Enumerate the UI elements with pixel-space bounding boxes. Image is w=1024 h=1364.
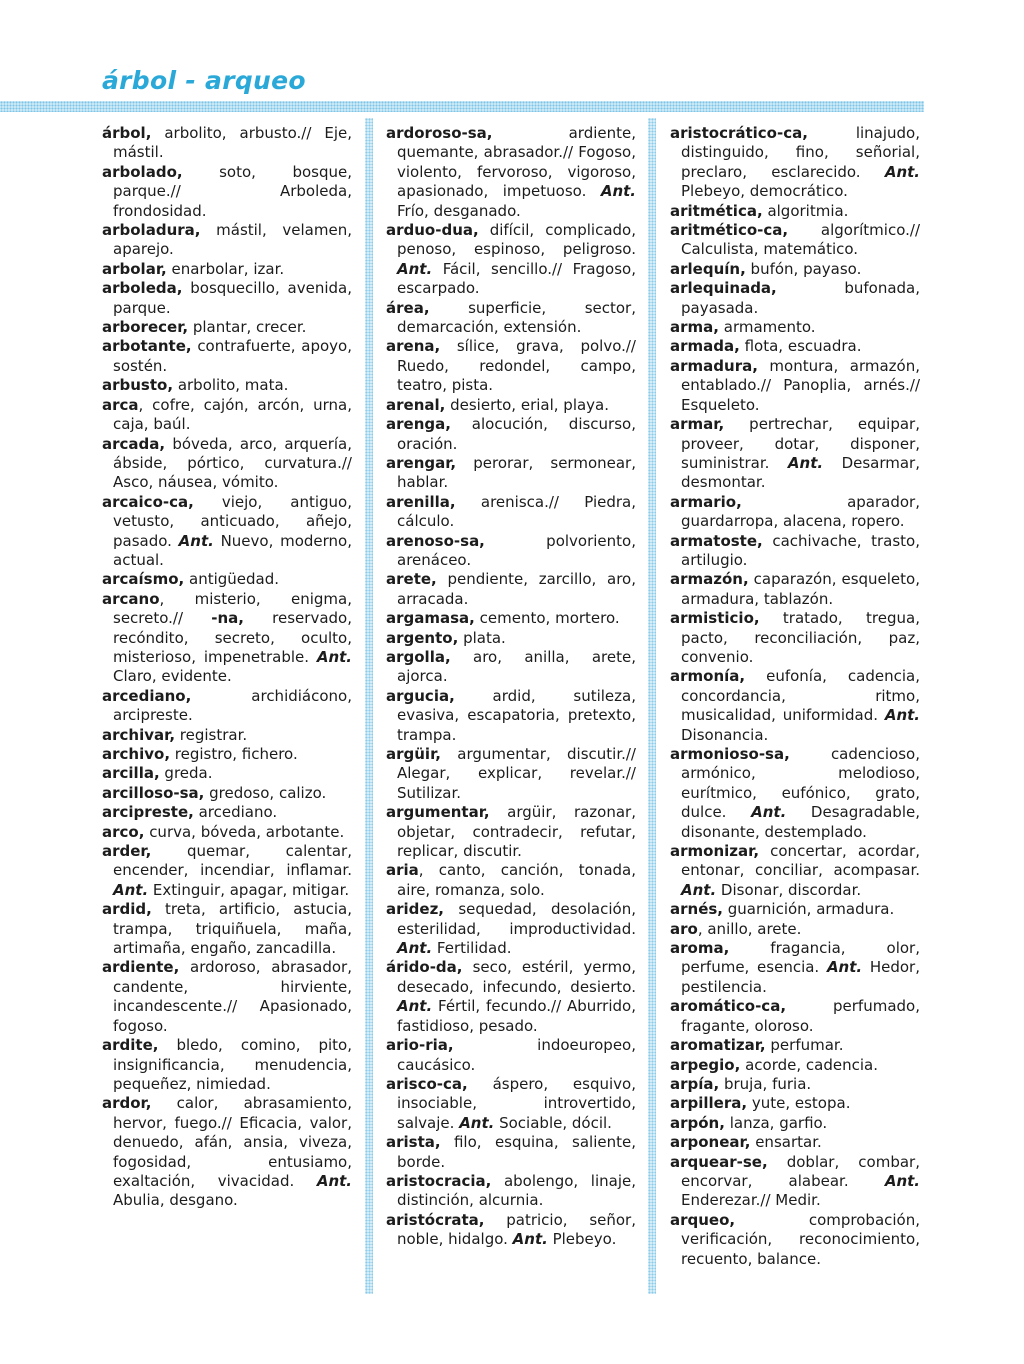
headword: armario, bbox=[670, 492, 742, 511]
definition-text: bledo, comino, pito, insignificancia, menudencia, pequeñez, nimiedad. bbox=[113, 1036, 352, 1093]
definition-text: tratado, tregua, pacto, reconciliación, paz, convenio. bbox=[681, 609, 920, 666]
dictionary-entry bbox=[102, 726, 352, 745]
headword: ardor, bbox=[102, 1094, 152, 1113]
headword: arponear, bbox=[670, 1133, 751, 1152]
headword: armada, bbox=[670, 337, 740, 356]
dictionary-entry bbox=[670, 357, 920, 415]
dictionary-entry bbox=[102, 124, 352, 163]
page-title: árbol - arqueo bbox=[102, 66, 306, 95]
definition-text: ensartar. bbox=[750, 1133, 822, 1152]
definition-text: argumentar, discutir.// Alegar, explicar, revelar.// Sutilizar. bbox=[397, 745, 636, 802]
dictionary-entry bbox=[386, 493, 636, 532]
headword: arenoso-sa, bbox=[386, 531, 485, 550]
definition-text: algoritmia. bbox=[762, 201, 849, 220]
definition-text: fragancia, olor, perfume, esencia. bbox=[681, 939, 920, 977]
dictionary-entry bbox=[386, 415, 636, 454]
definition-text: aparador, guardarropa, alacena, ropero. bbox=[681, 492, 920, 531]
antonym-label: Ant. bbox=[826, 958, 863, 977]
definition-text: montura, armazón, entablado.// Panoplia, arnés.// Esqueleto. bbox=[681, 356, 920, 414]
headword: arpía, bbox=[670, 1074, 720, 1093]
definition-text: áspero, esquivo, insociable, introvertido, salvaje. bbox=[397, 1074, 636, 1132]
definition-text: curva, bóveda, arbotante. bbox=[144, 822, 345, 841]
dictionary-entry bbox=[670, 221, 920, 260]
antonym-label: Ant. bbox=[316, 1171, 352, 1190]
definition-text: calor, abrasamiento, hervor, fuego.// Eficacia, valor, denuedo, afán, ansia, viveza, fogosidad, entusiamo, exaltación, vivacidad. bbox=[113, 1094, 352, 1190]
dictionary-entry bbox=[102, 493, 352, 571]
dictionary-entry bbox=[386, 609, 636, 628]
definition-text: comprobación, verificación, reconocimiento, recuento, balance. bbox=[681, 1210, 920, 1268]
definition-text: Fácil, sencillo.// Fragoso, escarpado. bbox=[397, 259, 636, 298]
dictionary-entry bbox=[670, 337, 920, 356]
definition-text: greda. bbox=[159, 764, 213, 783]
dictionary-entry bbox=[386, 221, 636, 299]
definition-text: perfumar. bbox=[765, 1036, 844, 1055]
dictionary-entry bbox=[386, 1075, 636, 1133]
antonym-label: Ant. bbox=[884, 1171, 920, 1190]
headword: arena, bbox=[386, 337, 441, 356]
definition-text: seco, estéril, yermo, desecado, infecundo, desierto. bbox=[397, 958, 636, 996]
dictionary-entry bbox=[386, 532, 636, 571]
definition-text: mástil, velamen, aparejo. bbox=[113, 221, 352, 259]
definition-text: , misterio, enigma, secreto.// bbox=[113, 589, 352, 628]
dictionary-entry bbox=[670, 570, 920, 609]
definition-text: cadencioso, armónico, melodioso, eurítmico, eufónico, grato, dulce. bbox=[681, 745, 920, 822]
definition-text: caparazón, esqueleto, armadura, tablazón. bbox=[681, 570, 920, 608]
dictionary-entry bbox=[670, 1153, 920, 1211]
antonym-label: Ant. bbox=[397, 259, 433, 278]
definition-text: viejo, antiguo, vetusto, anticuado, añejo, pasado. bbox=[113, 492, 352, 550]
headword: aroma, bbox=[670, 939, 730, 958]
dictionary-entry bbox=[386, 299, 636, 338]
definition-text: arbolito, arbusto.// Eje, mástil. bbox=[113, 124, 352, 162]
dictionary-entry bbox=[386, 454, 636, 493]
definition-text: concertar, acordar, entonar, conciliar, acompasar. bbox=[681, 842, 920, 880]
headword: aristocrático-ca, bbox=[670, 124, 808, 142]
headword: arcaico-ca, bbox=[102, 492, 194, 511]
definition-text: armamento. bbox=[718, 318, 816, 337]
definition-text: sílice, grava, polvo.// Ruedo, redondel, campo, teatro, pista. bbox=[397, 337, 636, 395]
definition-text: , cofre, cajón, arcón, urna, caja, baúl. bbox=[113, 395, 352, 434]
definition-text: ardid, sutileza, evasiva, escapatoria, pretexto, trampa. bbox=[397, 686, 636, 744]
headword: arder, bbox=[102, 842, 152, 861]
antonym-label: Ant. bbox=[316, 647, 352, 666]
headword: argucia, bbox=[386, 686, 455, 705]
definition-text: registro, fichero. bbox=[170, 745, 298, 763]
headword: arca bbox=[102, 395, 139, 414]
dictionary-entry bbox=[386, 900, 636, 958]
definition-text: doblar, combar, encorvar, alabear. bbox=[681, 1152, 920, 1190]
dictionary-entry bbox=[386, 958, 636, 1036]
antonym-label: Ant. bbox=[600, 182, 636, 201]
dictionary-entry bbox=[670, 745, 920, 842]
definition-text: archidiácono, arcipreste. bbox=[113, 686, 352, 725]
headword: aristocracia, bbox=[386, 1171, 492, 1190]
dictionary-entry bbox=[670, 900, 920, 919]
headword: aritmético-ca, bbox=[670, 221, 789, 240]
definition-text: enarbolar, izar. bbox=[166, 259, 285, 278]
antonym-label: Ant. bbox=[884, 162, 920, 181]
definition-text: Frío, desganado. bbox=[397, 201, 521, 220]
dictionary-entry bbox=[670, 1094, 920, 1113]
headword: arpillera, bbox=[670, 1094, 748, 1113]
dictionary-entry bbox=[670, 202, 920, 221]
headword: arma, bbox=[670, 318, 719, 337]
dictionary-entry bbox=[670, 1211, 920, 1269]
headword: ardoroso-sa, bbox=[386, 124, 493, 142]
dictionary-entry bbox=[386, 124, 636, 221]
definition-text: bóveda, arco, arquería, ábside, pórtico, curvatura.// Asco, náusea, vómito. bbox=[113, 434, 352, 492]
definition-text: quemar, calentar, encender, incendiar, inflamar. bbox=[113, 842, 352, 880]
definition-text: Abulia, desgano. bbox=[113, 1191, 238, 1210]
definition-text: contrafuerte, apoyo, sostén. bbox=[113, 337, 352, 375]
headword: arenilla, bbox=[386, 492, 456, 511]
headword: arboladura, bbox=[102, 221, 201, 240]
dictionary-entry bbox=[102, 279, 352, 318]
dictionary-entry bbox=[102, 784, 352, 803]
dictionary-entry bbox=[102, 435, 352, 493]
antonym-label: Ant. bbox=[459, 1113, 495, 1132]
definition-text: polvoriento, arenáceo. bbox=[397, 531, 636, 569]
dictionary-entry bbox=[386, 629, 636, 648]
dictionary-entry bbox=[386, 648, 636, 687]
dictionary-entry bbox=[102, 396, 352, 435]
headword: arete, bbox=[386, 570, 437, 589]
headword: archivar, bbox=[102, 725, 176, 744]
definition-text: guarnición, armadura. bbox=[723, 900, 895, 919]
definition-text: Fertilidad. bbox=[432, 939, 512, 958]
headword: arcediano, bbox=[102, 686, 192, 705]
headword: argolla, bbox=[386, 647, 451, 666]
headword: arlequinada, bbox=[670, 279, 777, 298]
definition-text: patricio, señor, noble, hidalgo. bbox=[397, 1210, 636, 1249]
dictionary-entry bbox=[670, 124, 920, 202]
definition-text: cemento, mortero. bbox=[474, 609, 620, 628]
definition-text: reservado, recóndito, secreto, oculto, misterioso, impenetrable. bbox=[113, 609, 352, 666]
antonym-label: Ant. bbox=[512, 1230, 548, 1249]
definition-text: treta, artificio, astucia, trampa, triquiñuela, maña, artimaña, engaño, zancadilla. bbox=[113, 900, 352, 958]
antonym-label: Ant. bbox=[787, 453, 824, 472]
dictionary-entry bbox=[670, 279, 920, 318]
definition-text: indoeuropeo, caucásico. bbox=[397, 1036, 636, 1074]
definition-text: lanza, garfio. bbox=[724, 1113, 828, 1132]
headword: ario-ria, bbox=[386, 1036, 454, 1055]
definition-text: Claro, evidente. bbox=[113, 667, 232, 686]
dictionary-entry bbox=[102, 376, 352, 395]
headword: -na, bbox=[211, 609, 244, 628]
headword: armatoste, bbox=[670, 531, 763, 550]
definition-text: superficie, sector, demarcación, extensión. bbox=[397, 298, 636, 337]
headword: arcilloso-sa, bbox=[102, 783, 205, 802]
dictionary-entry bbox=[102, 163, 352, 221]
definition-text: , anillo, arete. bbox=[697, 919, 802, 938]
definition-text: Desarmar, desmontar. bbox=[681, 453, 920, 492]
headword: arlequín, bbox=[670, 259, 746, 278]
dictionary-entry bbox=[670, 1114, 920, 1133]
headword: arcaísmo, bbox=[102, 570, 185, 589]
headword: aromático-ca, bbox=[670, 997, 787, 1016]
headword: arbolado, bbox=[102, 162, 183, 181]
dictionary-entry bbox=[386, 1036, 636, 1075]
definition-text: pendiente, zarcillo, aro, arracada. bbox=[397, 570, 636, 608]
definition-text: flota, escuadra. bbox=[739, 337, 862, 356]
column-separator bbox=[648, 118, 656, 1294]
dictionary-entry bbox=[670, 493, 920, 532]
headword: arduo-dua, bbox=[386, 221, 479, 240]
headword: árbol, bbox=[102, 124, 152, 142]
definition-text: registrar. bbox=[175, 725, 248, 744]
antonym-label: Ant. bbox=[751, 803, 787, 822]
headword: área, bbox=[386, 298, 430, 317]
definition-text: pertrechar, equipar, proveer, dotar, disponer, suministrar. bbox=[681, 415, 920, 472]
definition-text: plata. bbox=[458, 628, 506, 647]
definition-text: acorde, cadencia. bbox=[740, 1055, 878, 1074]
dictionary-entry bbox=[386, 570, 636, 609]
definition-text: perfumado, fragante, oloroso. bbox=[681, 997, 920, 1035]
headword: arcipreste, bbox=[102, 803, 194, 822]
definition-text: cachivache, trasto, artilugio. bbox=[681, 531, 920, 569]
dictionary-entry bbox=[386, 1133, 636, 1172]
definition-text: Desagradable, disonante, destemplado. bbox=[681, 803, 920, 841]
definition-text: Plebeyo. bbox=[547, 1230, 617, 1249]
headword: arisco-ca, bbox=[386, 1074, 468, 1093]
antonym-label: Ant. bbox=[884, 706, 920, 725]
dictionary-entry bbox=[670, 1075, 920, 1094]
definition-text: Disonancia. bbox=[681, 725, 769, 744]
dictionary-entry bbox=[102, 260, 352, 279]
headword: arborecer, bbox=[102, 318, 189, 337]
headword: archivo, bbox=[102, 745, 171, 763]
definition-text: arenisca.// Piedra, cálculo. bbox=[397, 492, 636, 531]
definition-text: antigüedad. bbox=[184, 570, 280, 589]
definition-text: bufonada, payasada. bbox=[681, 279, 920, 317]
headword: aro bbox=[670, 919, 698, 938]
headword: armadura, bbox=[670, 356, 758, 375]
dictionary-entry bbox=[670, 260, 920, 279]
dictionary-entry bbox=[386, 745, 636, 803]
definition-text: Extinguir, apagar, mitigar. bbox=[148, 880, 350, 899]
antonym-label: Ant. bbox=[397, 997, 433, 1016]
dictionary-entry bbox=[102, 687, 352, 726]
definition-text: bufón, payaso. bbox=[745, 259, 862, 278]
headword: armar, bbox=[670, 415, 725, 434]
antonym-label: Ant. bbox=[397, 939, 433, 958]
dictionary-entry bbox=[670, 532, 920, 571]
dictionary-entry bbox=[670, 318, 920, 337]
headword: ardiente, bbox=[102, 958, 180, 977]
dictionary-entry bbox=[102, 900, 352, 958]
column-1 bbox=[102, 124, 352, 1211]
headword: ardid, bbox=[102, 900, 152, 919]
definition-text: bosquecillo, avenida, parque. bbox=[113, 279, 352, 317]
definition-text: abolengo, linaje, distinción, alcurnia. bbox=[397, 1171, 636, 1210]
definition-text: Disonar, discordar. bbox=[716, 880, 862, 899]
headword: argüir, bbox=[386, 745, 441, 763]
dictionary-entry bbox=[670, 609, 920, 667]
dictionary-entry bbox=[102, 337, 352, 376]
dictionary-entry bbox=[386, 803, 636, 861]
dictionary-entry bbox=[102, 745, 352, 764]
definition-text: Nuevo, moderno, actual. bbox=[113, 531, 352, 569]
antonym-label: Ant. bbox=[681, 880, 717, 899]
headword: arco, bbox=[102, 822, 145, 841]
dictionary-entry bbox=[386, 687, 636, 745]
header-dotted-rule bbox=[0, 101, 924, 112]
headword: arpegio, bbox=[670, 1055, 741, 1074]
headword: armonía, bbox=[670, 667, 746, 686]
dictionary-entry bbox=[386, 861, 636, 900]
headword: aria bbox=[386, 861, 419, 880]
definition-text: plantar, crecer. bbox=[188, 318, 307, 337]
definition-text: filo, esquina, saliente, borde. bbox=[397, 1133, 636, 1171]
antonym-label: Ant. bbox=[178, 531, 214, 550]
column-separator bbox=[365, 118, 373, 1294]
headword: argamasa, bbox=[386, 609, 475, 628]
headword: arenal, bbox=[386, 395, 446, 414]
definition-text: sequedad, desolación, esterilidad, improductividad. bbox=[397, 900, 636, 938]
headword: armazón, bbox=[670, 570, 749, 589]
dictionary-entry bbox=[670, 842, 920, 900]
dictionary-entry bbox=[102, 1094, 352, 1210]
dictionary-entry bbox=[102, 803, 352, 822]
definition-text: Plebeyo, democrático. bbox=[681, 182, 848, 201]
dictionary-entry bbox=[670, 939, 920, 997]
dictionary-entry bbox=[102, 823, 352, 842]
column-3 bbox=[670, 124, 920, 1269]
dictionary-entry bbox=[102, 318, 352, 337]
headword: argumentar, bbox=[386, 803, 490, 822]
definition-text: gredoso, calizo. bbox=[204, 783, 327, 802]
definition-text: perorar, sermonear, hablar. bbox=[397, 453, 636, 492]
dictionary-entry bbox=[102, 221, 352, 260]
headword: armisticio, bbox=[670, 609, 760, 628]
headword: arcilla, bbox=[102, 764, 160, 783]
definition-text: ardiente, quemante, abrasador.// Fogoso, violento, fervoroso, vigoroso, apasionado, impetuoso. bbox=[397, 124, 636, 201]
definition-text: Enderezar.// Medir. bbox=[681, 1191, 821, 1210]
definition-text: Hedor, pestilencia. bbox=[681, 958, 920, 996]
headword: arbotante, bbox=[102, 337, 192, 356]
definition-text: ardoroso, abrasador, candente, hirviente, incandescente.// Apasionado, fogoso. bbox=[113, 958, 352, 1035]
headword: argento, bbox=[386, 628, 459, 647]
dictionary-entry bbox=[386, 1172, 636, 1211]
definition-text: eufonía, cadencia, concordancia, ritmo, musicalidad, uniformidad. bbox=[681, 667, 920, 725]
definition-text: , canto, canción, tonada, aire, romanza, solo. bbox=[397, 861, 636, 899]
definition-text: yute, estopa. bbox=[747, 1094, 851, 1113]
dictionary-entry bbox=[670, 415, 920, 493]
headword: aritmética, bbox=[670, 201, 763, 220]
headword: arenga, bbox=[386, 415, 451, 434]
definition-text: bruja, furia. bbox=[719, 1074, 812, 1093]
definition-text: arbolito, mata. bbox=[173, 376, 289, 395]
antonym-label: Ant. bbox=[113, 880, 149, 899]
definition-text: soto, bosque, parque.// Arboleda, frondosidad. bbox=[113, 162, 352, 220]
definition-text: Fértil, fecundo.// Aburrido, fastidioso, pesado. bbox=[397, 997, 636, 1035]
dictionary-entry bbox=[102, 1036, 352, 1094]
headword: arbolar, bbox=[102, 259, 167, 278]
headword: arcano bbox=[102, 589, 160, 608]
headword: armonizar, bbox=[670, 842, 760, 861]
definition-text: linajudo, distinguido, fino, señorial, preclaro, esclarecido. bbox=[681, 124, 920, 181]
headword: arcada, bbox=[102, 434, 166, 453]
headword: aromatizar, bbox=[670, 1036, 766, 1055]
dictionary-entry bbox=[386, 396, 636, 415]
definition-text: argüir, razonar, objetar, contradecir, refutar, replicar, discutir. bbox=[397, 803, 636, 861]
dictionary-entry bbox=[386, 1211, 636, 1250]
dictionary-entry bbox=[102, 764, 352, 783]
headword: ardite, bbox=[102, 1036, 159, 1055]
definition-text: desierto, erial, playa. bbox=[445, 395, 610, 414]
dictionary-entry bbox=[670, 1056, 920, 1075]
dictionary-entry bbox=[670, 997, 920, 1036]
definition-text: alocución, discurso, oración. bbox=[397, 415, 636, 453]
headword: arboleda, bbox=[102, 279, 183, 298]
definition-text: arcediano. bbox=[193, 803, 278, 822]
dictionary-entry bbox=[386, 337, 636, 395]
definition-text: algorítmico.// Calculista, matemático. bbox=[681, 221, 920, 259]
headword: arqueo, bbox=[670, 1210, 736, 1229]
headword: armonioso-sa, bbox=[670, 745, 790, 763]
column-2 bbox=[386, 124, 636, 1250]
dictionary-entry bbox=[670, 1133, 920, 1152]
headword: arbusto, bbox=[102, 376, 174, 395]
definition-text: aro, anilla, arete, ajorca. bbox=[397, 647, 636, 686]
headword: árido-da, bbox=[386, 958, 463, 977]
dictionary-entry bbox=[102, 570, 352, 589]
dictionary-entry bbox=[670, 920, 920, 939]
headword: arengar, bbox=[386, 453, 457, 472]
headword: aristócrata, bbox=[386, 1210, 485, 1229]
dictionary-entry bbox=[670, 1036, 920, 1055]
headword: arpón, bbox=[670, 1113, 725, 1132]
definition-text: difícil, complicado, penoso, espinoso, peligroso. bbox=[397, 221, 636, 259]
dictionary-entry bbox=[102, 842, 352, 900]
dictionary-entry bbox=[102, 958, 352, 1036]
headword: arquear-se, bbox=[670, 1152, 768, 1171]
headword: arista, bbox=[386, 1133, 441, 1152]
dictionary-entry bbox=[670, 667, 920, 745]
headword: arnés, bbox=[670, 900, 723, 919]
headword: aridez, bbox=[386, 900, 445, 919]
definition-text: Sociable, dócil. bbox=[494, 1113, 612, 1132]
dictionary-entry bbox=[102, 590, 352, 687]
